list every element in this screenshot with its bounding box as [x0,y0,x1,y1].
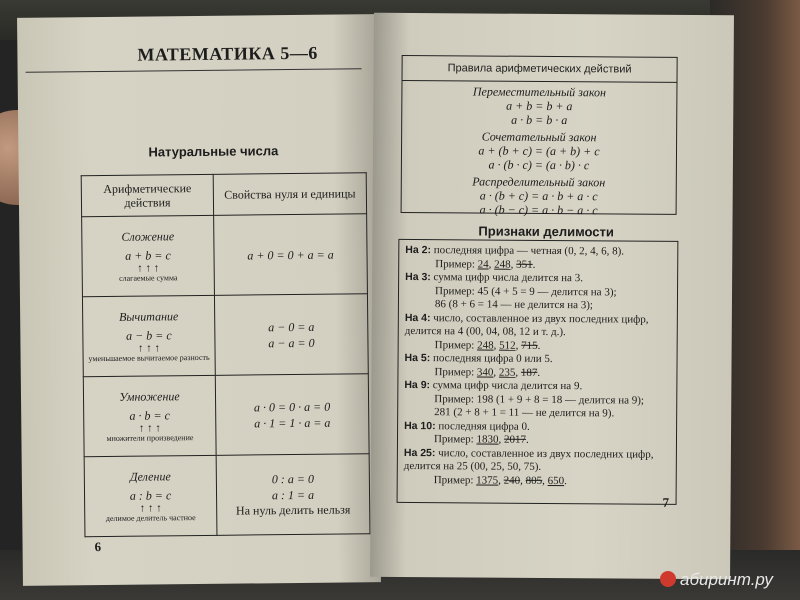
property: a + 0 = 0 + a = a [247,247,334,262]
table-header-ops: Арифметические действия [81,174,213,216]
example-number: 715 [521,339,538,352]
arrows-icon: ↑ ↑ ↑ [137,342,161,355]
op-name: Вычитание [118,309,179,324]
example-number: 248 [494,258,511,271]
right-page [370,13,734,579]
example-prefix: Пример: [433,473,474,486]
op-parts: делимое делитель частное [105,513,196,523]
example-number: 351 [516,258,533,271]
property: a · 0 = 0 · a = 0 [253,399,331,414]
arrows-icon: ↑ ↑ ↑ [138,422,161,435]
example-line: Пример: 24, 248, 351. [435,257,536,271]
arrows-icon: ↑ ↑ ↑ [139,502,162,515]
example-prefix: Пример: [433,433,474,446]
law-line: a · (b · c) = (a · b) · c [488,157,590,173]
rule-label: На 3: [405,270,431,284]
list-item [404,352,670,381]
rule-text: последняя цифра — четная (0, 2, 4, 6, 8). [433,244,625,258]
example-line: 86 (8 + 6 = 14 — не делится на 3); [434,298,594,312]
watermark-logo-icon [660,571,676,587]
law-name: Распределительный закон [472,174,606,190]
law-line: a · (b + c) = a · b + a · c [479,188,598,204]
header-rule [26,68,362,73]
list-item [405,311,671,353]
example-number: 240 [503,474,521,487]
example-prefix: Пример: [435,257,475,270]
rule-label: На 5: [404,351,431,365]
list-item [404,446,670,488]
list-item [405,244,671,273]
law-name: Сочетательный закон [481,129,597,145]
law-line: a + b = b + a [506,98,573,114]
book-header: МАТЕМАТИКА 5—6 [137,42,318,65]
example-line: Пример: 1830, 2017. [433,433,529,446]
example-number: 235 [498,366,516,379]
example-number: 512 [499,339,516,352]
rule-text: сумма цифр числа делится на 9. [432,379,583,393]
rule-label: На 4: [404,311,431,324]
division-note: На нуль делить нельзя [235,502,351,518]
example-number: 187 [520,366,538,379]
law-line: a · (b − c) = a · b − a · c [479,202,598,218]
example-number: 1375 [476,473,499,487]
table-row [82,214,368,297]
law-name: Переместительный закон [472,84,607,100]
example-number: 24 [477,257,489,271]
op-formula: a + b = c [125,248,171,263]
watermark: абиринт.ру [680,570,773,589]
page-number-left: 6 [94,539,102,555]
example-number: 340 [476,365,494,379]
table-row [84,454,370,537]
op-parts: множители произведение [106,433,194,443]
rule-label: На 25: [403,446,436,459]
operations-table [81,172,371,537]
example-line: Пример: 1375, 240, 805, 650. [433,473,567,487]
property: a − a = 0 [268,335,315,350]
example-line: Пример: 45 (4 + 5 = 9 — делится на 3); [434,284,617,298]
property: 0 : a = 0 [271,471,314,487]
list-item [404,419,670,448]
rule-text: последняя цифра 0. [438,419,530,433]
list-item [404,379,670,421]
page-number-right: 7 [662,494,670,510]
op-name: Умножение [119,389,180,404]
property: a − 0 = a [268,319,315,334]
op-name: Деление [129,469,171,484]
rules-title: Правила арифметических действий [402,56,676,83]
example-number: 1830 [476,433,499,446]
table-row [82,294,368,377]
op-formula: a − b = c [126,328,172,343]
property: a : 1 = a [271,487,315,503]
rule-label: На 2: [405,243,432,257]
op-parts: уменьшаемое вычитаемое разность [88,352,210,364]
rule-text: последняя цифра 0 или 5. [432,352,553,366]
rule-text: сумма цифр числа делится на 3. [433,271,584,285]
law-line: a · b = b · a [511,112,568,128]
table-row [83,374,369,457]
op-formula: a · b = c [129,408,170,423]
example-line: Пример: 198 (1 + 9 + 8 = 18 — делится на 9); [434,392,645,407]
example-number: 805 [525,474,543,487]
example-prefix: Пример: [434,338,475,351]
op-name: Сложение [121,229,175,244]
op-formula: a : b = c [129,488,172,503]
rule-text: число, составленное из двух последних цифр, делится на 25 (00, 25, 50, 75). [403,446,654,473]
table-header-props: Свойства нуля и единицы [213,173,366,216]
example-line: Пример: 248, 512, 715. [434,338,541,352]
example-line: 281 (2 + 8 + 1 = 11 — не делится на 9). [434,406,615,420]
example-number: 2017 [503,433,527,446]
rule-label: На 9: [404,378,431,392]
op-parts: слагаемые сумма [119,273,178,283]
rules-box [401,55,678,218]
section-title-divisibility: Признаки делимости [478,223,614,240]
section-title-natural: Натуральные числа [148,143,279,160]
list-item [405,271,671,313]
example-number: 248 [477,338,494,352]
example-prefix: Пример: [434,365,475,378]
example-line: Пример: 340, 235, 187. [434,365,541,379]
example-number: 650 [547,474,565,487]
left-page [17,14,381,586]
divisibility-box [397,239,679,505]
rule-text: число, составленное из двух последних цифр, делится на 4 (00, 04, 08, 12 и т. д.). [404,311,649,339]
property: a · 1 = 1 · a = a [254,415,331,430]
law-line: a + (b + c) = (a + b) + c [478,143,600,159]
rule-label: На 10: [404,419,436,432]
arrows-icon: ↑ ↑ ↑ [137,262,160,275]
